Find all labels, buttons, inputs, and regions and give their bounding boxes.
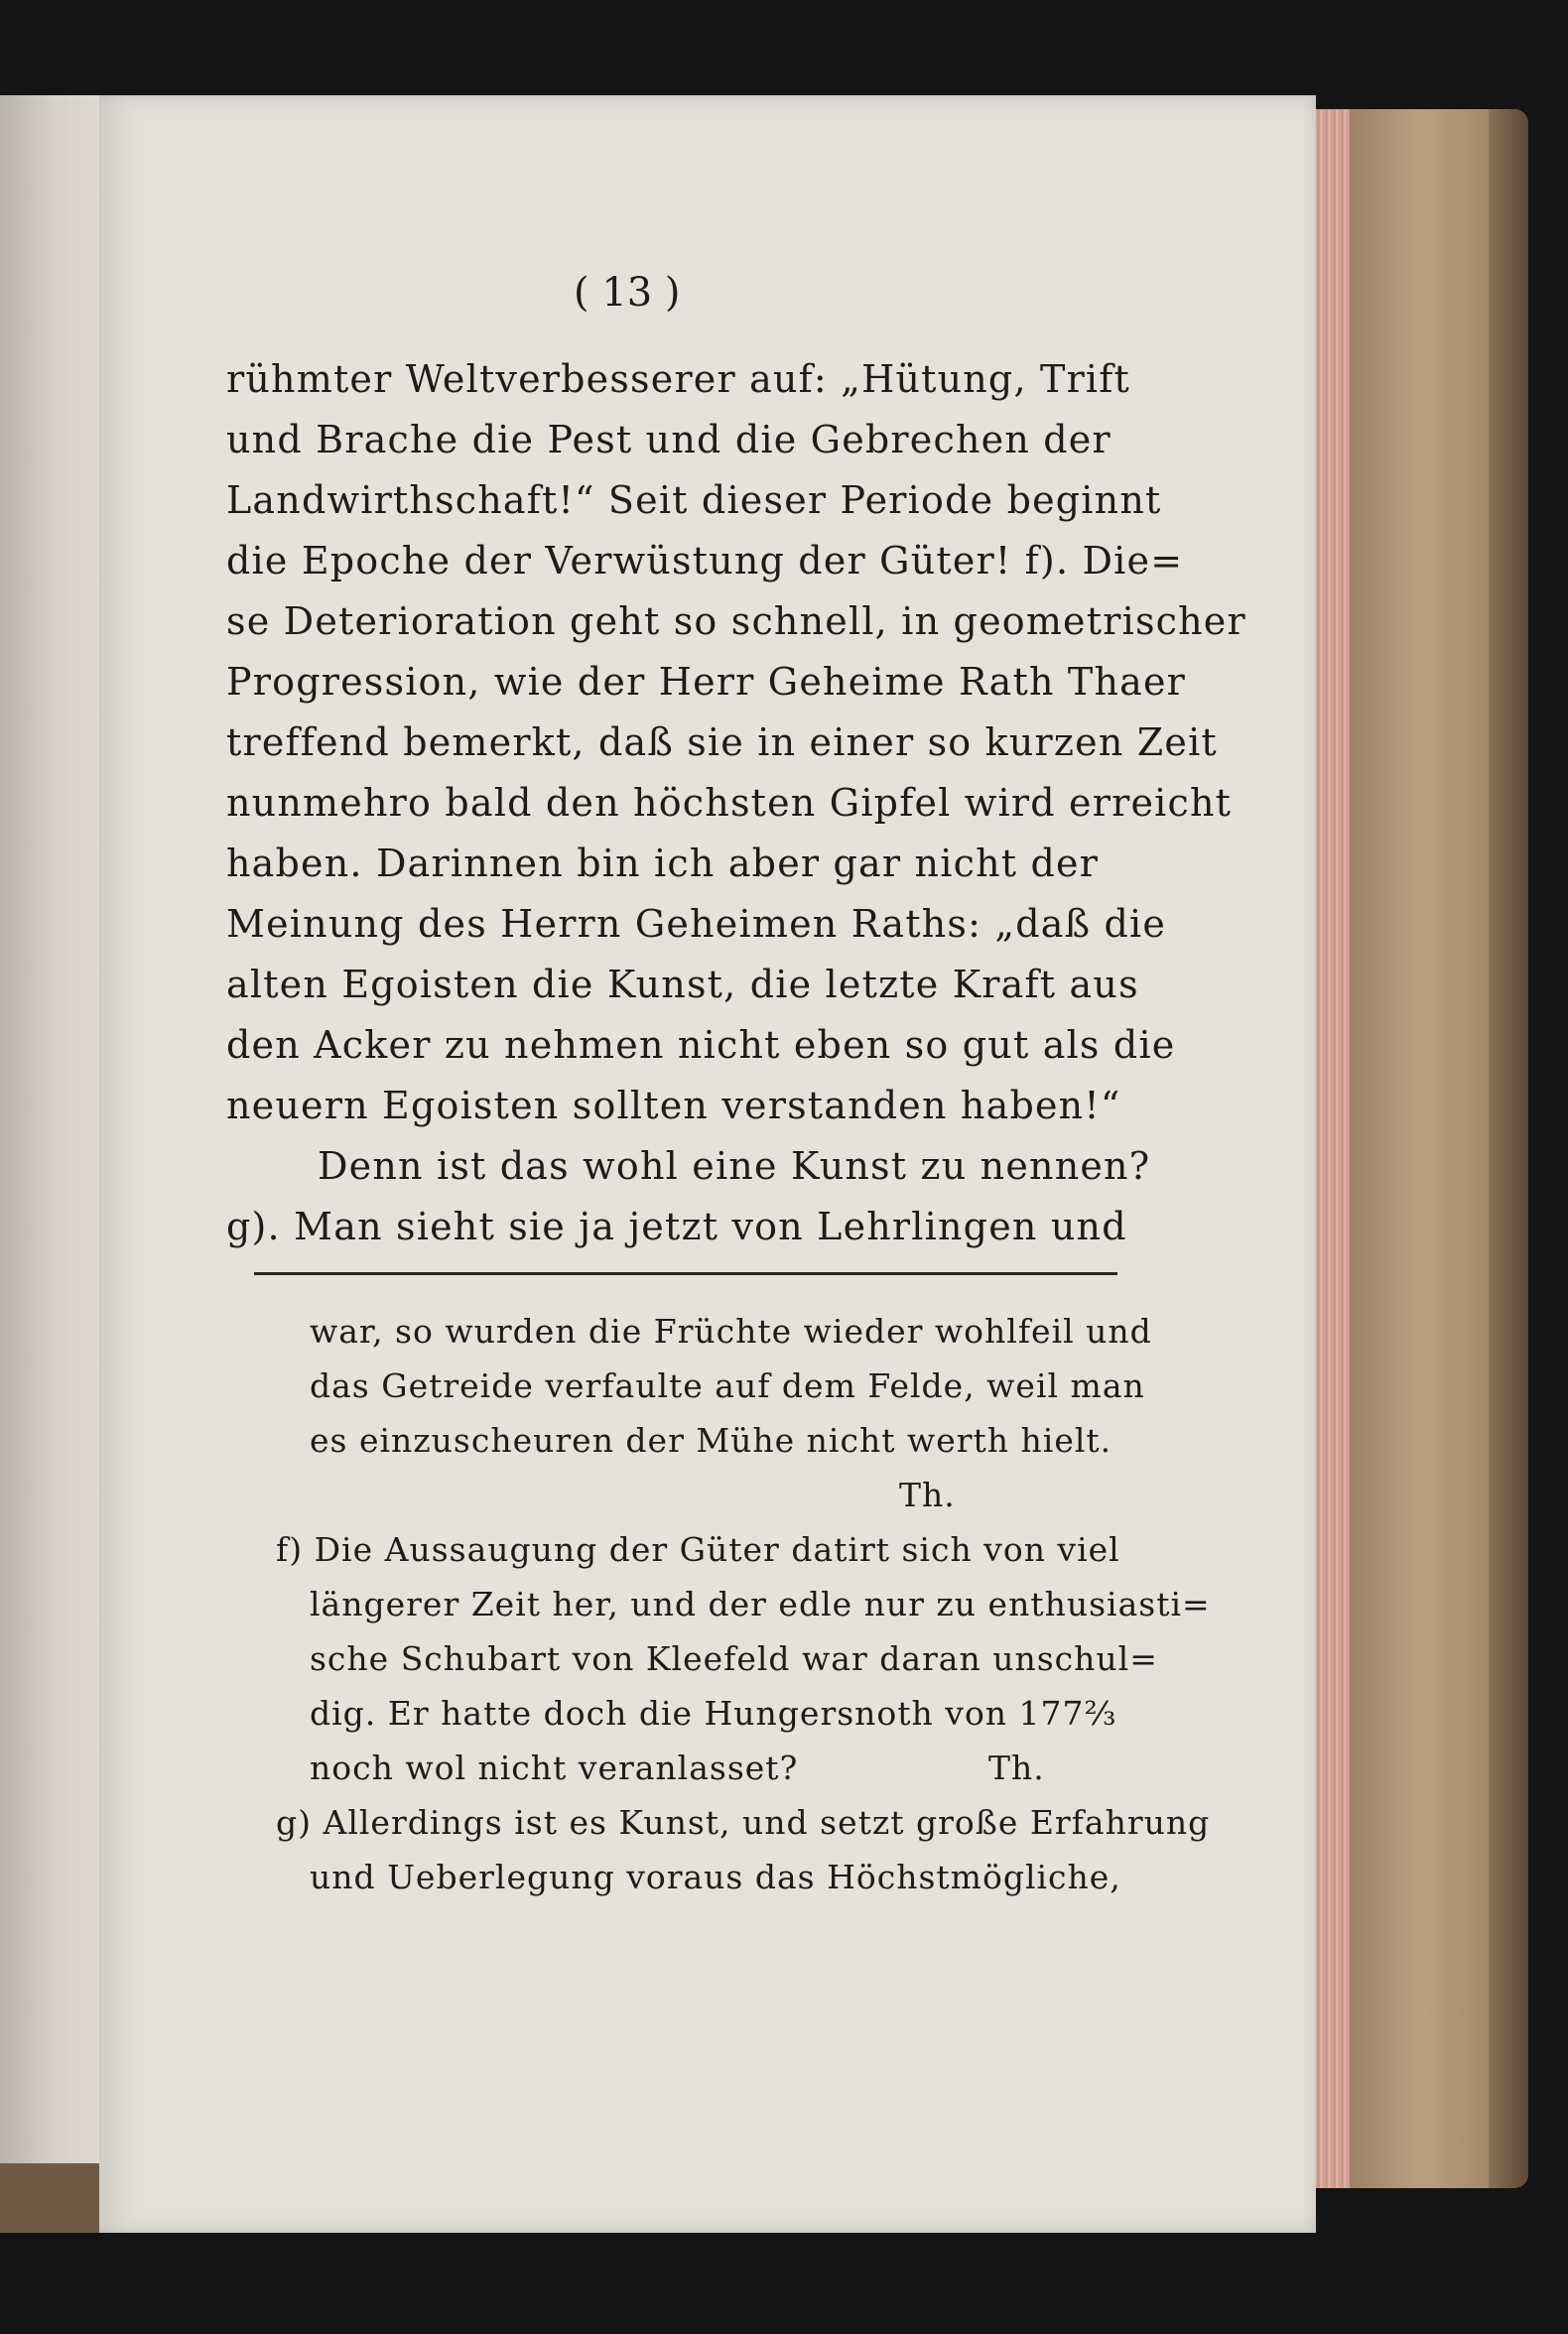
main-text-line: neuern Egoisten sollten verstanden haben!“ — [226, 1084, 1121, 1127]
footnote-line: war, so wurden die Früchte wieder wohlfeil und — [310, 1312, 1152, 1351]
main-text-line: Landwirthschaft!“ Seit dieser Periode beginnt — [226, 478, 1162, 522]
book-cover-edge — [1489, 109, 1528, 2188]
main-text-line: nunmehro bald den höchsten Gipfel wird erreicht — [226, 781, 1233, 825]
footnote-line: sche Schubart von Kleefeld war daran unschul= — [310, 1639, 1158, 1678]
main-text-line: se Deterioration geht so schnell, in geometrischer — [226, 599, 1246, 643]
main-text-line: Progression, wie der Herr Geheime Rath Thaer — [226, 660, 1187, 704]
footnote-line: und Ueberlegung voraus das Höchstmögliche, — [310, 1858, 1121, 1896]
footnote-signature: Th. — [899, 1476, 956, 1514]
main-text-line: alten Egoisten die Kunst, die letzte Kraft aus — [226, 963, 1139, 1006]
main-text-line: haben. Darinnen bin ich aber gar nicht der — [226, 842, 1100, 885]
main-text-line: Meinung des Herrn Geheimen Raths: „daß die — [226, 902, 1167, 946]
footnote-line: längerer Zeit her, und der edle nur zu enthusiasti= — [310, 1585, 1211, 1623]
main-text-line: g). Man sieht sie ja jetzt von Lehrlingen und — [226, 1205, 1127, 1248]
footnote-signature: Th. — [988, 1749, 1045, 1787]
main-text-line: die Epoche der Verwüstung der Güter! f). Die= — [226, 539, 1184, 583]
footnote-line: f) Die Aussaugung der Güter datirt sich von viel — [276, 1530, 1120, 1569]
footnote-line: es einzuscheuren der Mühe nicht werth hielt. — [310, 1421, 1112, 1460]
main-text-line: rühmter Weltverbesserer auf: „Hütung, Trift — [226, 357, 1131, 401]
page-number: ( 13 ) — [574, 270, 681, 316]
main-text-line: Denn ist das wohl eine Kunst zu nennen? — [318, 1144, 1151, 1188]
footnote-line: noch wol nicht veranlasset? — [310, 1749, 799, 1787]
main-text-line: und Brache die Pest und die Gebrechen der — [226, 418, 1111, 461]
main-text-line: den Acker zu nehmen nicht eben so gut als die — [226, 1023, 1176, 1067]
footnote-line: g) Allerdings ist es Kunst, und setzt große Erfahrung — [276, 1803, 1211, 1842]
footnote-line: das Getreide verfaulte auf dem Felde, weil man — [310, 1366, 1145, 1405]
page-fore-edge — [1316, 109, 1350, 2188]
main-text-line: treffend bemerkt, daß sie in einer so kurzen Zeit — [226, 720, 1218, 764]
footnote-divider — [254, 1272, 1117, 1275]
footnote-line: dig. Er hatte doch die Hungersnoth von 177⅔ — [310, 1694, 1117, 1733]
